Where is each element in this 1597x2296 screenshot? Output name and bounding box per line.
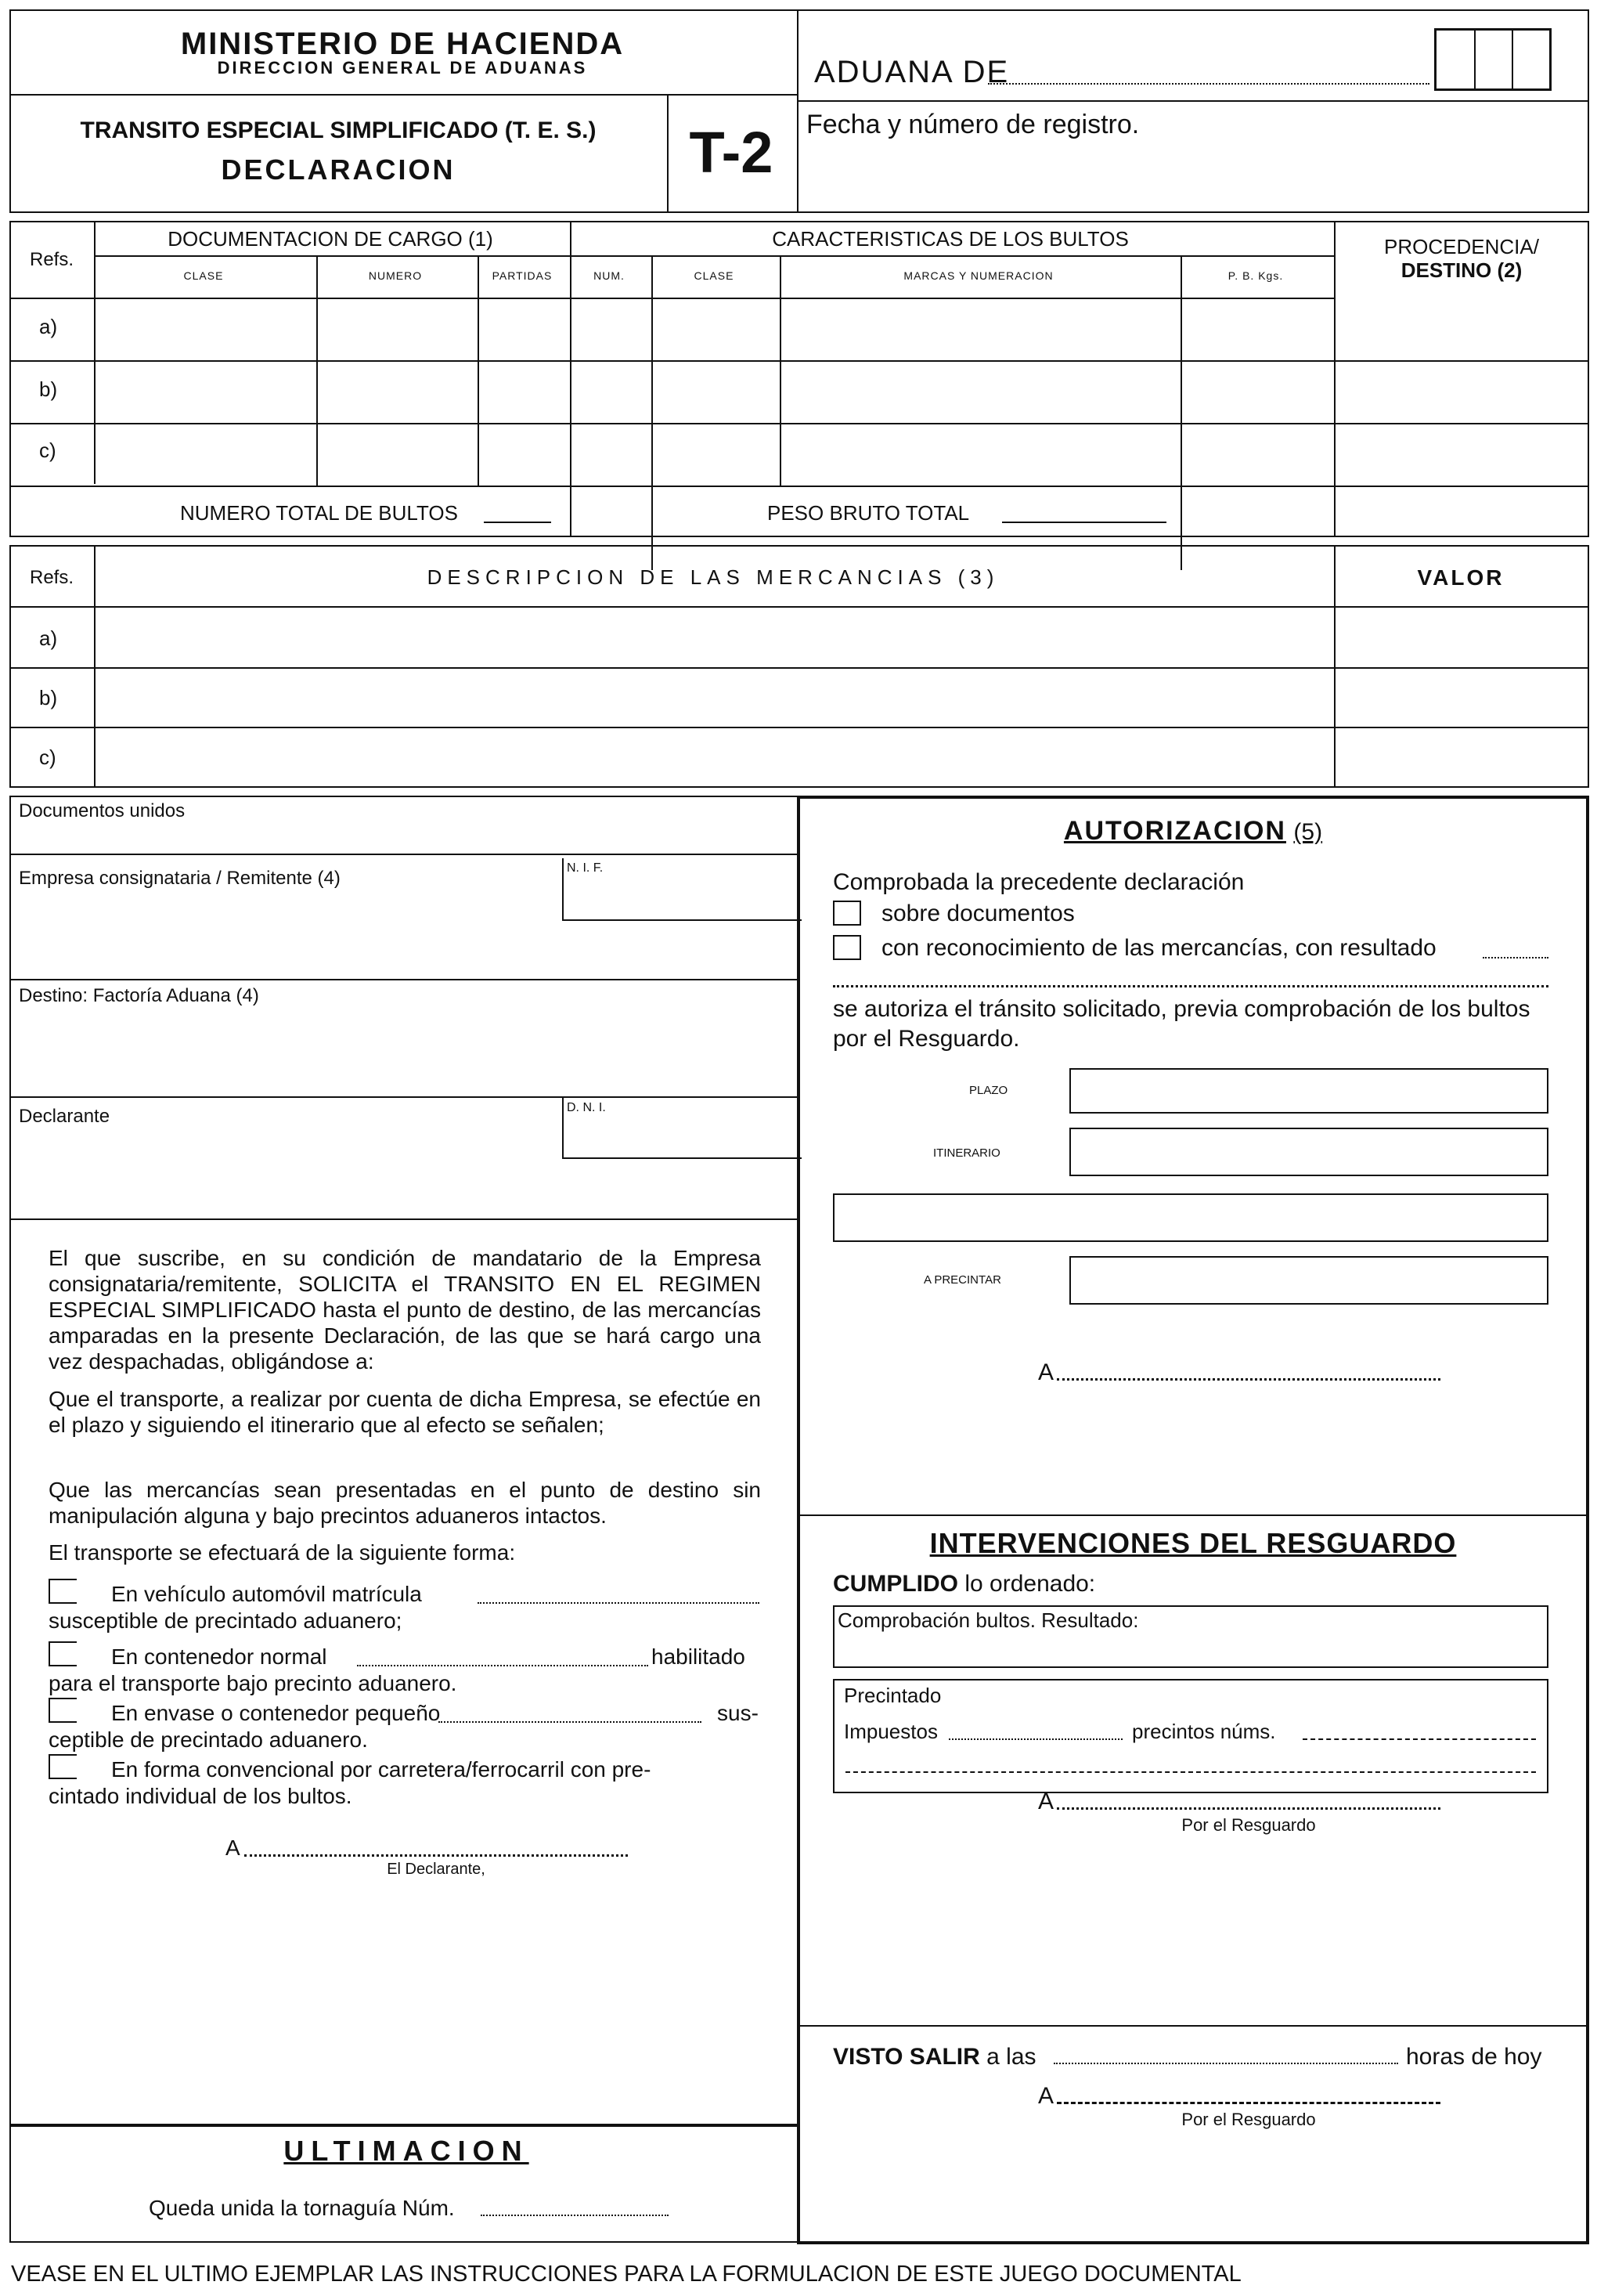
resguardo-sign-a: A — [1038, 1789, 1054, 1814]
total-bultos-label — [180, 501, 458, 525]
documents-option: sobre documentos — [881, 901, 1075, 926]
autorizacion-sign-a: A — [1038, 1359, 1054, 1385]
declarant-sign-a: A — [225, 1836, 240, 1860]
aprecintar-field[interactable] — [1069, 1256, 1548, 1305]
fecha-label: Fecha y número de registro. — [806, 110, 1140, 139]
request-paragraph: El que suscribe, en su condición de mandatario de la Empresa consignataria/remitente, SOLICITA el TRANSITO EN EL REGIMEN ESPECIAL SIMPLIFICADO hasta el punto de destino, de las mercancías amparadas en la presente Declaración, de las que se hará cargo una vez despachadas, obligándose a: — [49, 1246, 761, 1374]
container-option-label: En contenedor normal — [111, 1644, 327, 1669]
inspection-result-line2[interactable] — [833, 985, 1548, 987]
empresa-field[interactable] — [19, 893, 551, 971]
footer-instructions: VEASE EN EL ULTIMO EJEMPLAR LAS INSTRUCCIONES PARA LA FORMULACION DE ESTE JUEGO DOCUMENTAL — [11, 2262, 1242, 2287]
declarant-sign-label: El Declarante, — [387, 1861, 485, 1878]
autorizacion-title-text: AUTORIZACION — [1063, 816, 1286, 846]
cargo-row-c: c) — [39, 439, 56, 462]
visto-sign-a: A — [1038, 2083, 1054, 2109]
col-peso: P. B. Kgs. — [1227, 269, 1284, 282]
container-checkbox[interactable] — [49, 1641, 77, 1666]
tornaguia-field[interactable] — [481, 2215, 669, 2216]
peso-total-text: PESO BRUTO TOTAL — [767, 501, 970, 525]
aduana-field[interactable] — [988, 83, 1429, 85]
col-clase-bultos: CLASE — [694, 269, 734, 282]
small-container-checkbox[interactable] — [49, 1698, 77, 1723]
aduana-code-boxes[interactable] — [1434, 28, 1552, 91]
vehicle-checkbox[interactable] — [49, 1579, 77, 1604]
doc-cargo-header: DOCUMENTACION DE CARGO (1) — [168, 227, 493, 251]
destino-field[interactable] — [19, 1012, 786, 1090]
visto-a-las: a las — [986, 2044, 1036, 2070]
declarante-label: Declarante — [19, 1106, 110, 1127]
obligation-paragraph-2: Que las mercancías sean presentadas en el punto de destino sin manipulación alguna y bajo precintos aduaneros intactos. — [49, 1478, 761, 1528]
col-numero: NUMERO — [368, 269, 423, 282]
inspection-option: con reconocimiento de las mercancías, con resultado — [881, 935, 1437, 961]
itinerario-field[interactable] — [1069, 1128, 1548, 1176]
procedencia-header: PROCEDENCIA/ — [1384, 235, 1539, 258]
cumplido-label — [833, 1571, 1095, 1597]
cumplido-rest: lo ordenado: — [964, 1571, 1096, 1597]
goods-row-b: b) — [39, 686, 58, 709]
inspection-result-field[interactable] — [1483, 957, 1548, 958]
autorizacion-sign-field[interactable] — [1057, 1378, 1440, 1381]
declarante-field[interactable] — [19, 1131, 551, 1209]
goods-refs-header: Refs. — [29, 567, 74, 588]
precintos-field-2[interactable] — [845, 1771, 1536, 1773]
itinerario-label: ITINERARIO — [933, 1146, 1000, 1160]
autorizacion-intro: Comprobada la precedente declaración — [833, 869, 1245, 895]
vehicle-plate-field[interactable] — [478, 1602, 759, 1604]
autorizacion-note: (5) — [1293, 819, 1323, 845]
goods-valor-header: VALOR — [1417, 565, 1505, 590]
plazo-label: PLAZO — [969, 1084, 1008, 1097]
col-partidas: PARTIDAS — [492, 269, 553, 282]
conventional-label: En forma convencional por carretera/ferrocarril con pre- — [111, 1757, 651, 1782]
col-num: NUM. — [593, 269, 625, 282]
ministry-title: MINISTERIO DE HACIENDA — [180, 27, 625, 61]
visto-hora-field[interactable] — [1054, 2063, 1398, 2064]
autorizacion-title — [798, 816, 1588, 847]
vehicle-option-label: En vehículo automóvil matrícula — [111, 1582, 422, 1606]
empresa-label: Empresa consignataria / Remitente (4) — [19, 868, 341, 889]
impuestos-label: Impuestos — [844, 1720, 938, 1743]
declarant-sign-field[interactable] — [244, 1854, 628, 1857]
conventional-cont: cintado individual de los bultos. — [49, 1784, 352, 1808]
goods-description-header: DESCRIPCION DE LAS MERCANCIAS (3) — [427, 565, 1000, 589]
container-option-cont: para el transporte bajo precinto aduanero. — [49, 1671, 457, 1695]
form-code: T-2 — [689, 120, 773, 185]
resguardo-sign-label: Por el Resguardo — [1181, 1815, 1316, 1835]
destino-label: Destino: Factoría Aduana (4) — [19, 985, 259, 1006]
nif-label: N. I. F. — [567, 861, 604, 875]
visto-sign-label: Por el Resguardo — [1181, 2110, 1316, 2129]
vehicle-option-cont: susceptible de precintado aduanero; — [49, 1608, 402, 1633]
cargo-row-a: a) — [39, 315, 58, 338]
goods-row-c: c) — [39, 745, 56, 769]
documents-checkbox[interactable] — [833, 901, 861, 926]
cargo-refs-header: Refs. — [29, 249, 74, 270]
obligation-paragraph-1: Que el transporte, a realizar por cuenta de dicha Empresa, se efectúe en el plazo y siguiendo el itinerario que al efecto se señalen; — [49, 1387, 761, 1437]
visto-horas: horas de hoy — [1406, 2044, 1542, 2070]
small-container-label: En envase o contenedor pequeño — [111, 1701, 441, 1725]
cumplido-text: CUMPLIDO — [833, 1571, 958, 1597]
regime-title: TRANSITO ESPECIAL SIMPLIFICADO (T. E. S.) — [80, 117, 597, 143]
resguardo-sign-field[interactable] — [1057, 1807, 1440, 1810]
inspection-checkbox[interactable] — [833, 935, 861, 960]
peso-total-field[interactable] — [1002, 522, 1166, 523]
resguardo-title: INTERVENCIONES DEL RESGUARDO — [929, 1527, 1457, 1559]
ultimacion-title: ULTIMACION — [283, 2135, 529, 2167]
total-bultos-text: NUMERO TOTAL DE BULTOS — [180, 501, 458, 525]
itinerario-field-2[interactable] — [833, 1193, 1548, 1242]
direction-subtitle: DIRECCION GENERAL DE ADUANAS — [217, 58, 588, 78]
dni-label: D. N. I. — [567, 1101, 606, 1114]
precintos-field[interactable] — [1303, 1738, 1536, 1740]
comprobacion-label: Comprobación bultos. Resultado: — [838, 1608, 1139, 1632]
small-container-field[interactable] — [438, 1721, 701, 1723]
precintos-label: precintos núms. — [1132, 1720, 1276, 1743]
precintado-label: Precintado — [844, 1684, 942, 1707]
small-container-sus: sus- — [717, 1701, 759, 1725]
cargo-row-b: b) — [39, 377, 58, 401]
col-marcas: MARCAS Y NUMERACION — [903, 269, 1054, 282]
goods-row-a: a) — [39, 626, 58, 650]
col-clase-doc: CLASE — [183, 269, 224, 282]
ultimacion-text: Queda unida la tornaguía Núm. — [149, 2196, 455, 2220]
documentos-label: Documentos unidos — [19, 800, 186, 821]
aduana-label: ADUANA DE — [814, 55, 1010, 89]
visto-salir-label — [833, 2044, 1036, 2070]
conventional-checkbox[interactable] — [49, 1754, 77, 1779]
visto-sign-field[interactable] — [1057, 2102, 1440, 2104]
impuestos-field[interactable] — [949, 1738, 1123, 1740]
peso-total-label — [767, 501, 969, 525]
autorizacion-text: se autoriza el tránsito solicitado, previa comprobación de los bultos por el Resguardo. — [833, 996, 1530, 1052]
total-bultos-field[interactable] — [484, 522, 551, 523]
small-container-cont: ceptible de precintado aduanero. — [49, 1727, 368, 1752]
destino-header: DESTINO (2) — [1401, 258, 1523, 282]
visto-salir-text: VISTO SALIR — [833, 2044, 980, 2070]
transport-intro: El transporte se efectuará de la siguiente forma: — [49, 1540, 516, 1565]
container-habilitado: habilitado — [651, 1644, 745, 1669]
plazo-field[interactable] — [1069, 1068, 1548, 1114]
declaration-title: DECLARACION — [221, 153, 456, 186]
aprecintar-label: A PRECINTAR — [924, 1273, 1001, 1287]
bultos-header: CARACTERISTICAS DE LOS BULTOS — [772, 227, 1129, 251]
container-field[interactable] — [357, 1665, 648, 1666]
